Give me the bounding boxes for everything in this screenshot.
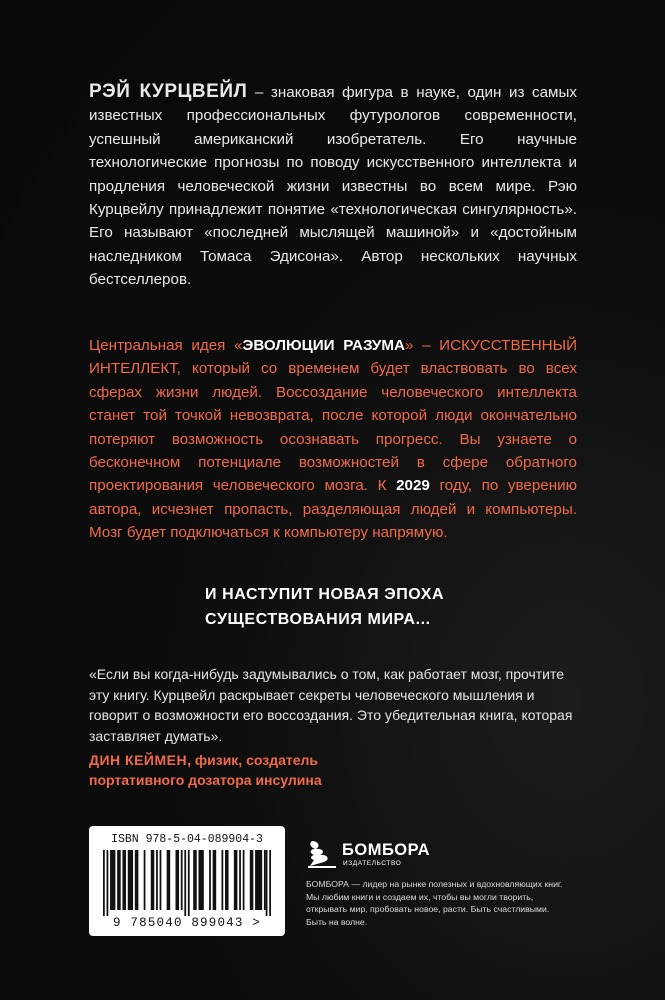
barcode-bar xyxy=(188,850,190,916)
barcode-bar xyxy=(225,850,229,910)
barcode-bar xyxy=(144,850,146,910)
barcode-bar xyxy=(264,850,266,910)
barcode-bar xyxy=(193,850,197,910)
author-bio-name: РЭЙ КУРЦВЕЙЛ xyxy=(89,81,248,102)
year-highlight: 2029 xyxy=(396,477,430,495)
author-bio-text: – знаковая фигура в науке, один из самых известных профессиональных футурологов современности, успешный американский изобретатель. Его научные технологические прогнозы по поводу искусственного интеллекта и продления человеческой жизни известны во всем мире. Рэю Курцвейлу принадлежит понятие «технологическая сингулярность». Его называют «последней мыслящей машиной» и «достойным наследником Томаса Эдисона». Автор нескольких научных бестселлеров. xyxy=(89,84,577,289)
barcode-bar xyxy=(103,850,105,916)
barcode-bar xyxy=(243,850,245,910)
barcode-bar xyxy=(266,850,268,916)
idea-part-2: » – ИСКУССТВЕННЫЙ ИНТЕЛЛЕКТ, который со временем будет властвовать во всех сферах жизни людей. Воссоздание человеческого интеллекта станет той точкой невозврата, после которой люди окончательно потеряют возможность осознавать прогресс. Вы узнаете о бесконечном потенциале возможностей в сфере обратного проектирования человеческого мозга. К xyxy=(89,337,577,495)
epoch-line-1: И НАСТУПИТ НОВАЯ ЭПОХА xyxy=(205,586,445,603)
idea-part-3: году, по уверению автора, исчезнет пропасть, разделяющая людей и компьютеры. Мозг будет подключаться к компьютеру напрямую. xyxy=(89,477,577,542)
publisher-logo-subtitle: ИЗДАТЕЛЬСТВО xyxy=(343,860,402,867)
barcode-bar xyxy=(184,850,186,916)
quote-author-name: ДИН КЕЙМЕН xyxy=(89,752,188,768)
isbn-barcode-box xyxy=(89,826,285,936)
review-quote: «Если вы когда-нибудь задумывались о том, как работает мозг, прочтите эту книгу. Курцвейл раскрывает секреты человеческого мышления и говорит о возможности его воссоздания. Это убедительная книга, которая заставляет думать». xyxy=(89,666,573,744)
quote-author-desc-2: портативного дозатора инсулина xyxy=(89,772,322,788)
barcode-bar xyxy=(234,850,238,910)
barcode-bar xyxy=(135,850,139,910)
barcode-bar xyxy=(167,850,171,910)
epoch-line-2: СУЩЕСТВОВАНИЯ МИРА... xyxy=(205,611,431,628)
barcode-bar xyxy=(250,850,254,910)
barcode-bar xyxy=(209,850,211,910)
barcode-bar xyxy=(122,850,126,910)
barcode-bar xyxy=(117,850,121,910)
barcode-bar xyxy=(255,850,262,910)
author-bio xyxy=(89,80,577,292)
barcode-bar xyxy=(269,850,271,916)
publisher-description: БОМБОРА — лидер на рынке полезных и вдохновляющих книг. Мы любим книги и создаем их, чтобы вы могли творить, открывать мир, пробовать новое, расти. Быть счастливыми. Быть на волне. xyxy=(306,879,563,927)
idea-part-1: Центральная идея « xyxy=(89,337,243,354)
barcode-bar xyxy=(176,850,180,910)
isbn-label: ISBN 978-5-04-089904-3 xyxy=(111,833,263,846)
barcode-bar xyxy=(128,850,133,910)
barcode-bar xyxy=(181,850,183,910)
barcode-bar xyxy=(156,850,158,910)
barcode-bar xyxy=(151,850,155,910)
publisher-logo xyxy=(306,838,431,870)
barcode-bar xyxy=(110,850,115,910)
barcode-bar xyxy=(160,850,162,910)
barcode-bar xyxy=(239,850,241,910)
barcode-bar xyxy=(213,850,217,910)
quote-author xyxy=(89,750,579,790)
barcode-bar xyxy=(107,850,109,916)
book-idea-paragraph xyxy=(89,334,577,545)
quote-author-desc-1: , физик, создатель xyxy=(187,752,319,768)
barcode-bar xyxy=(198,850,203,910)
publisher-logo-name: БОМБОРА xyxy=(342,841,431,859)
barcode-bar xyxy=(221,850,223,910)
new-epoch-tagline xyxy=(205,582,585,632)
barcode-digits: 9 785040 899043 > xyxy=(113,916,261,930)
wave-icon xyxy=(306,838,338,870)
book-title-highlight: ЭВОЛЮЦИИ РАЗУМА xyxy=(242,337,405,354)
barcode-bars xyxy=(103,850,271,916)
